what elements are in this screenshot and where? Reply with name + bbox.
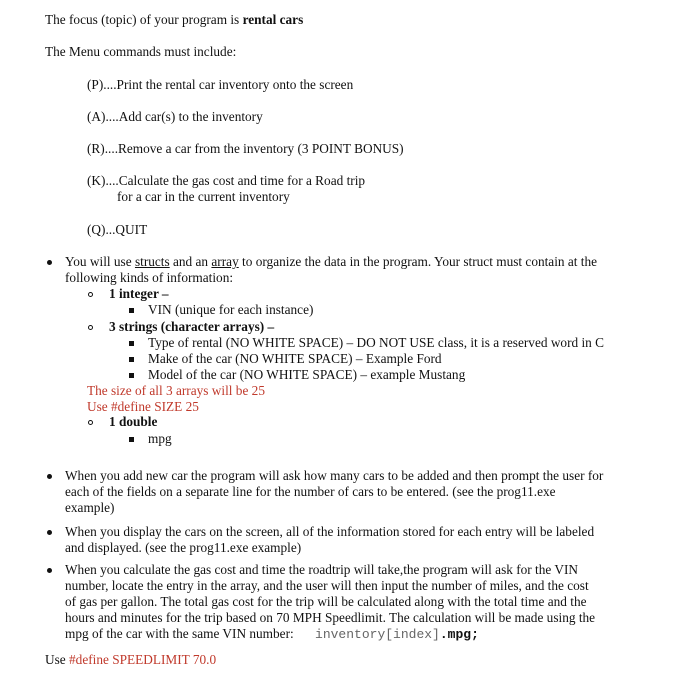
code-snippet [315,627,479,642]
menu-heading: The Menu commands must include: [45,44,237,59]
circle-bullet-icon [88,420,93,425]
square-bullet-icon [129,341,134,346]
code-mpg: .mpg; [439,627,479,642]
menu-item-print: (P)....Print the rental car inventory onto the screen [87,77,354,92]
double-label [109,414,157,430]
double-label-text: 1 double [109,414,158,429]
calc-line-1: When you calculate the gas cost and time the roadtrip will take,the program will ask for the VIN [65,562,579,577]
bullet-icon [47,474,52,479]
bullet-icon [47,530,52,535]
focus-line [45,12,303,28]
circle-bullet-icon [88,325,93,330]
circle-bullet-icon [88,292,93,297]
integer-label-text: 1 integer – [109,286,169,301]
calc-line-5 [65,626,479,643]
calc-line-5-text: mpg of the car with the same VIN number: [65,626,294,641]
strings-label [109,319,274,335]
speedlimit-line [45,652,216,668]
menu-item-calculate: (K)....Calculate the gas cost and time for a Road trip [87,173,366,188]
mpg-field: mpg [148,431,172,446]
square-bullet-icon [129,308,134,313]
add-line-1: When you add new car the program will ask how many cars to be added and then prompt the user for [65,468,604,483]
define-size: Use #define SIZE 25 [87,399,199,414]
structs-term: structs [134,254,170,269]
display-line-2: and displayed. (see the prog11.exe example) [65,540,302,555]
menu-item-calculate-cont: for a car in the current inventory [117,189,290,204]
menu-item-remove: (R)....Remove a car from the inventory (3 POINT BONUS) [87,141,404,156]
focus-prefix: The focus (topic) of your program is [45,12,243,27]
menu-item-quit: (Q)...QUIT [87,222,148,237]
use-text: Use [45,652,70,667]
integer-label [109,286,169,302]
define-speedlimit: #define SPEEDLIMIT 70.0 [69,652,217,667]
strings-label-text: 3 strings (character arrays) – [109,319,275,334]
menu-item-add: (A)....Add car(s) to the inventory [87,109,263,124]
vin-field: VIN (unique for each instance) [148,302,314,317]
square-bullet-icon [129,373,134,378]
structs-text-b: and an [169,254,212,269]
square-bullet-icon [129,357,134,362]
calc-line-2: number, locate the entry in the array, and the user will then input the number of miles, and the cost [65,578,589,593]
array-term: array [211,254,239,269]
display-line-1: When you display the cars on the screen, all of the information stored for each entry will be labeled [65,524,595,539]
structs-text-a: You will use [65,254,135,269]
add-line-3: example) [65,500,115,515]
calc-line-3: of gas per gallon. The total gas cost for the trip will be calculated along with the total time and the [65,594,587,609]
bullet-icon [47,568,52,573]
square-bullet-icon [129,437,134,442]
type-field: Type of rental (NO WHITE SPACE) – DO NOT USE class, it is a reserved word in C [148,335,605,350]
model-field: Model of the car (NO WHITE SPACE) – example Mustang [148,367,466,382]
structs-line-1 [65,254,597,270]
structs-text-c: to organize the data in the program. Your struct must contain at the [238,254,598,269]
code-inventory: inventory[index] [315,627,440,642]
focus-topic: rental cars [242,12,304,27]
bullet-icon [47,260,52,265]
add-line-2: each of the fields on a separate line for the number of cars to be entered. (see the prog11.exe [65,484,556,499]
make-field: Make of the car (NO WHITE SPACE) – Example Ford [148,351,442,366]
calc-line-4: hours and minutes for the trip based on 70 MPH Speedlimit. The calculation will be made using the [65,610,596,625]
structs-line-2: following kinds of information: [65,270,234,285]
size-note: The size of all 3 arrays will be 25 [87,383,265,398]
